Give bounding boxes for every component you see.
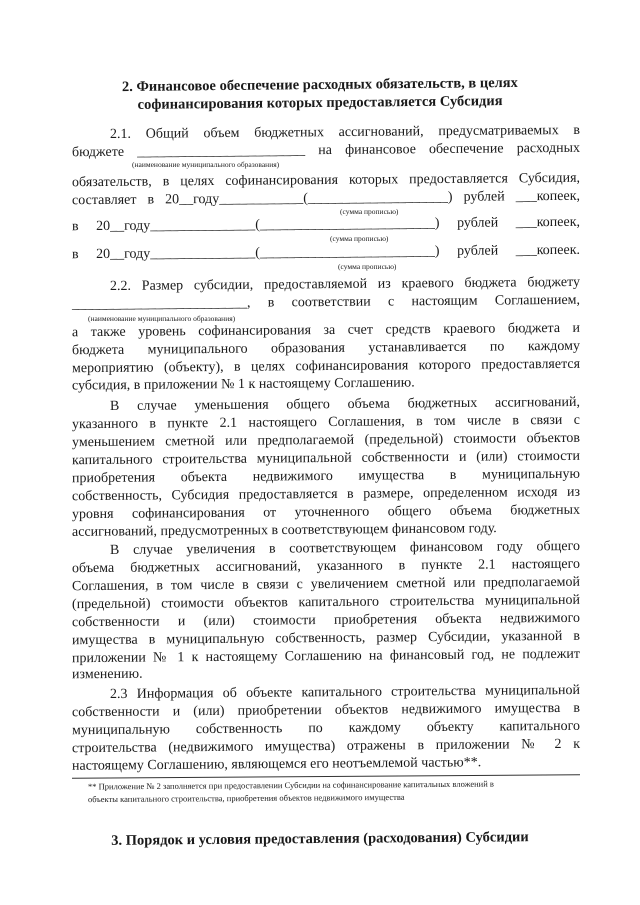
- p22-line-5: мероприятию (объекту), в целях софинансирования которого предоставляется: [71, 356, 581, 377]
- pdec-line-2: указанного в пункте 2.1 настоящего Соглашения, в том числе в связи с: [71, 412, 581, 433]
- p22-line-2: _________________________, в соответствии с настоящим Соглашением,: [71, 292, 581, 313]
- p22-line-6: субсидия, в приложении № 1 к настоящему Соглашению.: [71, 375, 415, 394]
- p23-line-4: строительства (недвижимого имущества) отражены в приложении № 2 к: [71, 736, 581, 757]
- pinc-line-3: Соглашения, в том числе в связи с увеличением сметной или предполагаемой: [71, 574, 581, 595]
- p23-line-5: настоящему Соглашению, являющемся его неотъемлемой частью**.: [71, 755, 482, 774]
- pinc-line-1: В случае увеличения в соответствующем финансовом году общего: [109, 538, 581, 559]
- p21-line-4: составляет в 20__году____________(____________________) рублей ___копеек,: [71, 188, 581, 209]
- p22-line-4: бюджета муниципального образования устанавливается по каждому: [71, 338, 581, 359]
- p23-line-2: собственности и (или) приобретении объектов недвижимого имущества в: [71, 700, 581, 721]
- pinc-line-2: объема бюджетных ассигнований, указанного в пункте 2.1 настоящего: [71, 556, 581, 577]
- pdec-line-4: капитального строительства муниципальной собственности и (или) стоимости: [71, 448, 581, 469]
- p21-hint-words-2: (сумма прописью): [330, 234, 389, 243]
- pdec-line-3: уменьшением сметной или предполагаемой (предельной) стоимости объектов: [71, 430, 581, 451]
- pinc-line-6: имущества в муниципальную собственность, размер Субсидии, указанной в: [71, 628, 581, 649]
- footnote-line-1: ** Приложение № 2 заполняется при предоставлении Субсидии на софинансирование капитальных вложений в: [87, 778, 494, 792]
- p21-hint-words-1: (сумма прописью): [340, 207, 399, 216]
- pdec-line-1: В случае уменьшения общего объема бюджетных ассигнований,: [109, 394, 581, 415]
- pinc-line-8: изменению.: [71, 666, 143, 683]
- pinc-line-5: собственности и (или) стоимости приобретения объекта недвижимого: [71, 610, 581, 631]
- pdec-line-5: приобретения объекта недвижимого имущества в муниципальную: [71, 466, 581, 487]
- p22-hint-municipality: (наименование муниципального образования): [88, 314, 236, 323]
- p23-line-1: 2.3 Информация об объекте капитального строительства муниципальной: [109, 682, 581, 703]
- p21-hint-words-3: (сумма прописью): [338, 262, 397, 271]
- p21-line-6: в 20__году_______________(_________________________) рублей ___копеек.: [71, 242, 581, 263]
- section-2-heading-line-1: 2. Финансовое обеспечение расходных обязательств, в целях: [121, 74, 518, 96]
- p21-line-1: 2.1. Общий объем бюджетных ассигнований, предусматриваемых в: [109, 122, 581, 143]
- section-3-heading: 3. Порядок и условия предоставления (расходования) Субсидии: [111, 829, 529, 849]
- p22-line-3: а также уровень софинансирования за счет средств краевого бюджета и: [71, 320, 581, 341]
- pinc-line-7: приложении № 1 к настоящему Соглашению на финансовый год, не подлежит: [71, 646, 581, 667]
- p23-line-3: муниципальную собственность по каждому объекту капитального: [71, 718, 581, 739]
- footnote-rule: [72, 774, 580, 779]
- pdec-line-8: ассигнований, предусмотренных в соответствующем финансовом году.: [71, 521, 497, 540]
- section-2-heading-line-2: софинансирования которых предоставляется Субсидия: [137, 93, 503, 113]
- p21-line-3: обязательств, в целях софинансирования которых предоставляется Субсидия,: [71, 170, 581, 191]
- footnote-line-2: объекты капитального строительства, приобретения объектов недвижимого имущества: [87, 791, 405, 805]
- p21-hint-municipality: (наименование муниципального образования): [132, 160, 280, 169]
- p22-line-1: 2.2. Размер субсидии, предоставляемой из краевого бюджета бюджету: [109, 274, 581, 295]
- pdec-line-6: собственность, Субсидия предоставляется в размере, определенном исходя из: [71, 484, 581, 505]
- pdec-line-7: уровня софинансирования от уточненного общего объема бюджетных: [71, 502, 581, 523]
- pinc-line-4: (предельной) стоимости объектов капитального строительства муниципальной: [71, 592, 581, 613]
- p21-line-5: в 20__году_______________(_________________________) рублей ___копеек,: [71, 214, 581, 235]
- section-2-heading: [60, 73, 580, 114]
- p21-line-2: бюджете ________________________ на финансовое обеспечение расходных: [71, 140, 581, 161]
